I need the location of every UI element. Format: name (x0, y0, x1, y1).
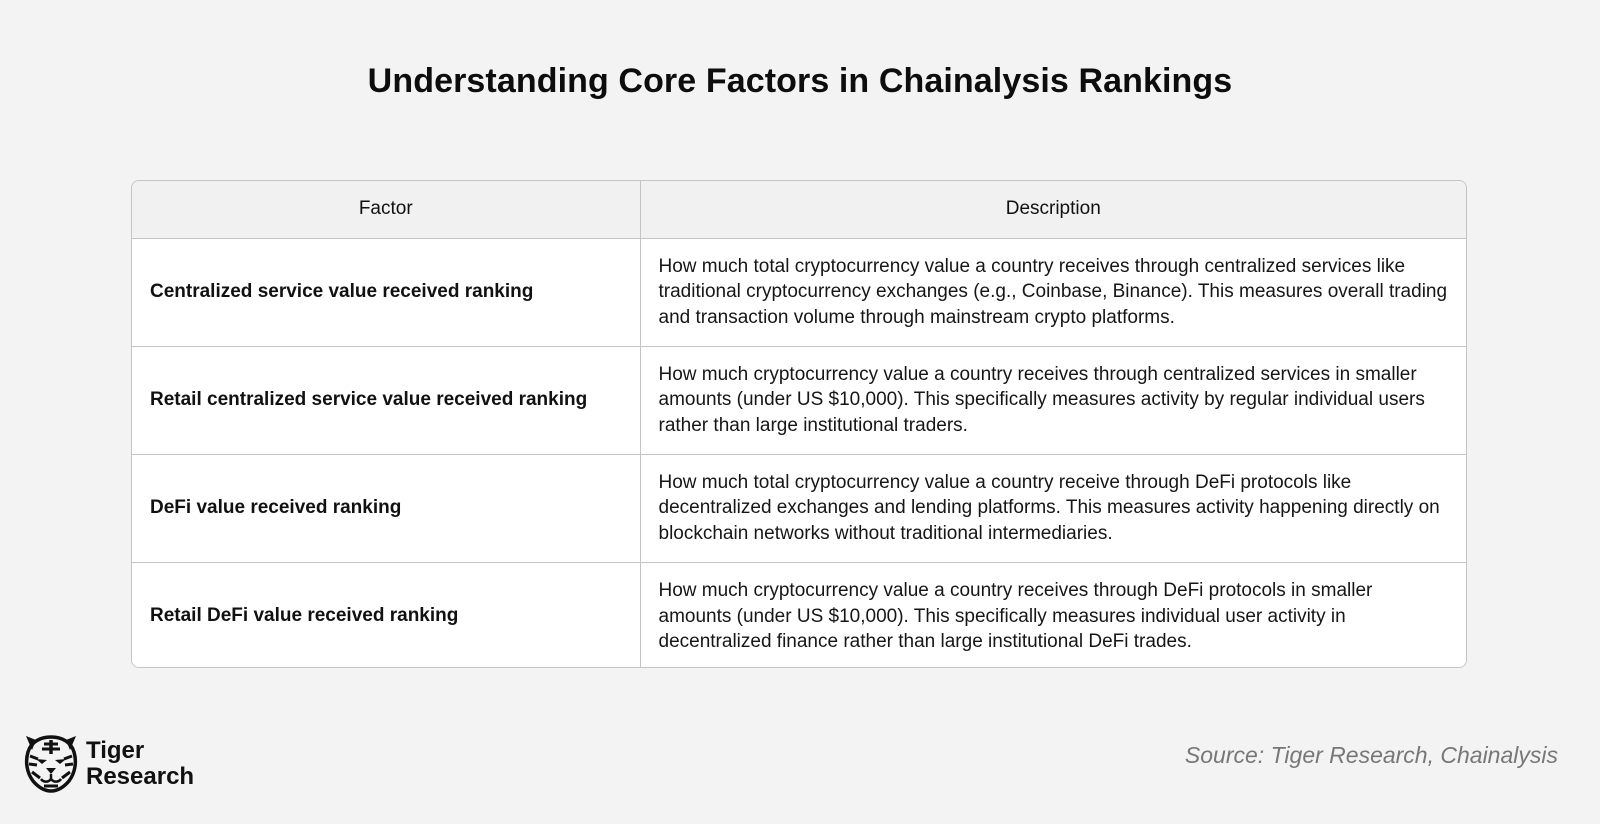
column-header-description: Description (640, 181, 1466, 238)
tiger-research-logo (22, 732, 202, 796)
logo-text-line1: Tiger (86, 737, 145, 764)
table-row (132, 346, 1466, 454)
logo-text-line2: Research (86, 763, 195, 790)
page-title: Understanding Core Factors in Chainalysis Rankings (367, 62, 1233, 100)
factor-cell: Retail DeFi value received ranking (132, 562, 640, 668)
logo-text (86, 738, 194, 790)
tiger-head-icon (22, 732, 80, 794)
table-row (132, 238, 1466, 346)
table-row (132, 562, 1466, 668)
description-cell: How much cryptocurrency value a country receives through DeFi protocols in smaller amounts (under US $10,000). This specifically measures individual user activity in decentralized finance rather than large institutional DeFi trades. (640, 562, 1466, 668)
column-header-factor: Factor (132, 181, 640, 238)
table-row (132, 454, 1466, 562)
factors-table (131, 180, 1467, 668)
table-header-row (132, 181, 1466, 238)
factor-cell: DeFi value received ranking (132, 454, 640, 562)
factor-cell: Centralized service value received ranking (132, 238, 640, 346)
source-note: Source: Tiger Research, Chainalysis (1184, 742, 1558, 768)
factor-cell: Retail centralized service value received ranking (132, 346, 640, 454)
description-cell: How much total cryptocurrency value a country receives through centralized services like traditional cryptocurrency exchanges (e.g., Coinbase, Binance). This measures overall trading and transaction volume through mainstream crypto platforms. (640, 238, 1466, 346)
description-cell: How much cryptocurrency value a country receives through centralized services in smaller amounts (under US $10,000). This specifically measures activity by regular individual users rather than large institutional traders. (640, 346, 1466, 454)
description-cell: How much total cryptocurrency value a country receive through DeFi protocols like decentralized exchanges and lending platforms. This measures activity happening directly on blockchain networks without traditional intermediaries. (640, 454, 1466, 562)
